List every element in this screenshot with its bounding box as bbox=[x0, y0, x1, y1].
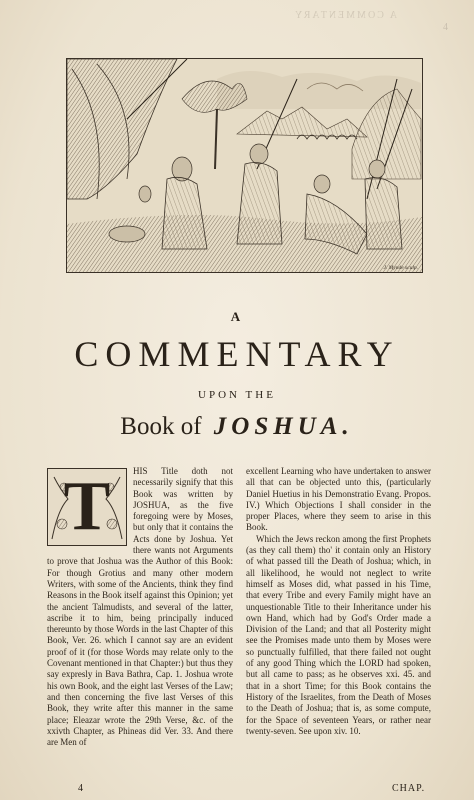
catchword: CHAP. bbox=[392, 783, 426, 794]
right-column-paragraph-1: excellent Learning who have undertaken to answer all that can be objected unto this, (particularly Daniel Huetius in his Demonstratio Evang. Propos. IV.) Which Objections I shall consider in the proper Places, where they seem to arise in this Book. bbox=[246, 466, 431, 533]
bleed-through-number: 4 bbox=[443, 22, 448, 33]
page-number: 4 bbox=[78, 783, 83, 794]
left-column-text: HIS Title doth not necessarily signify that this Book was written by JOSHUA, as the five foregoing were by Moses, but only that it contains the Acts done by Joshua. Yet there wants not Arguments to prove that Joshua was the Author of this Book: For though Grotius and many other modern Writers, with some of the Ancients, think they find Reasons in the Book itself against this Opinion; yet the ancient Talmudists, and several of the latter, ascribe it to him, being principally induced thereunto by those Words in the last Chapter of this Book, Ver. 26. which I cannot say are an evident proof of it (for those Words may relate only to the Covenant mentioned in that Chapter:) but thus they say expresly in Bava Bathra, Cap. 1. Joshua wrote his own Book, and the eight last Verses of the Law; and then concerning the five last Verses of this Book, they write after this manner in the same place; Eleazar wrote the 29th Verse, &c. of the xxivth Chapter, as Phineas did Ver. 33. And there are Men of bbox=[47, 466, 233, 748]
left-text-column bbox=[47, 466, 233, 748]
bleed-through-heading: A COMMENTARY bbox=[292, 10, 398, 21]
dropcap-letter: T bbox=[63, 468, 111, 545]
title-book-name: JOSHUA. bbox=[213, 413, 354, 440]
right-column-paragraph-2: Which the Jews reckon among the first Prophets (as they call them) tho' it contain only an History of what passed till the Death of Joshua; which, in all likelihood, he would not neglect to write himself as Moses did, what passed in his Time, that every Tribe and every Family might have an unquestionable Title to their Inheritance under his own Hand, which had by God's Order made a Division of the Land; and that all Posterity might see the Promises made unto them by Moses were so punctually fulfilled, that there failed not ought of any good Thing which the LORD had spoken, but all came to pass; as he observes xxi. 45. and that in a short Time; for this Book contains the History of the Israelites, from the Death of Moses to the Death of Joshua; that is, as some compute, for the Space of seventeen Years, or rather near twenty-seven. See upon xiv. 10. bbox=[246, 533, 431, 736]
right-text-column bbox=[246, 466, 431, 737]
title-upon: UPON THE bbox=[198, 389, 276, 401]
title-book-prefix: Book of bbox=[120, 413, 202, 440]
title-main: COMMENTARY bbox=[74, 334, 400, 374]
title-article: A bbox=[230, 309, 244, 324]
decorated-initial bbox=[47, 468, 127, 546]
engraver-signature: J. Mynde sculp. bbox=[383, 265, 418, 271]
title-book-line bbox=[0, 414, 474, 439]
battle-scene-illustration bbox=[67, 59, 422, 272]
frontispiece-engraving bbox=[66, 58, 423, 273]
